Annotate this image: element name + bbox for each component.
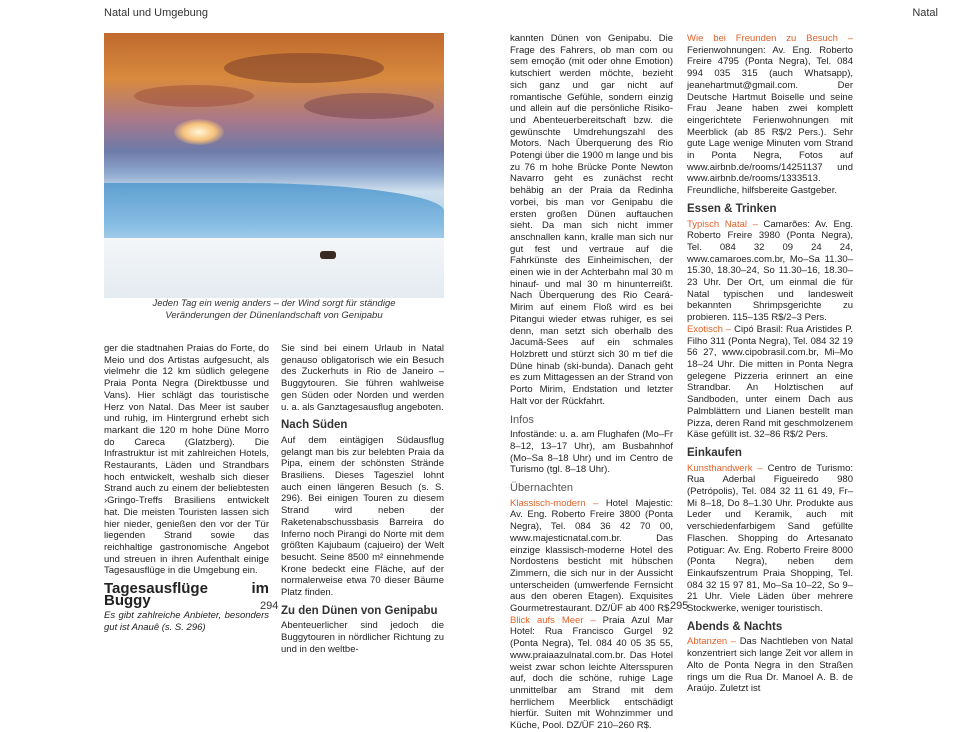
entry-category: Kunsthandwerk – (687, 462, 763, 474)
left-page (0, 0, 480, 655)
body-paragraph: Auf dem eintägigen Südausflug gelangt man bis zur belebten Praia da Pipa, einem der schönsten Strände Brasiliens. Dieses Tagesziel lohnt auch einen längeren Besuch (s. S. 296). Bei einigen Touren zu diesem Strand wird neben der Raketenabschussbasis Barreira do Inferno noch Pirangi do Norte mit dem größten Kajubaum (cajueiro) der Welt besucht. Seine 8500 m² einnehmende Krone bedeckt eine Fläche, auf der normalerweise etwa 70 dieser Bäume Platz finden. (281, 434, 444, 599)
cloud-shape (134, 85, 254, 107)
entry-text: Praia Azul Mar Hotel: Rua Francisco Gurgel 92 (Ponta Negra), Tel. 084 40 05 35 55, www.praiaazulnatal.com.br. Das Hotel weist zwar schon leichte Altersspuren auf, doch die schöne, ruhige Lage unmittelbar am Strand mit dem herrlichem Meerblick entschädigt hierfür. Suiten mit Wohnzimmer und Küche, Pool. DZ/ÜF 210–260 R$. (510, 614, 673, 732)
photo-caption (104, 298, 444, 322)
right-page (480, 0, 960, 732)
section-heading-food: Essen & Trinken (687, 202, 777, 215)
buggy-silhouette (320, 251, 336, 259)
entry-category: Abtanzen – (687, 636, 737, 648)
shop-entry (687, 463, 853, 615)
cloud-shape (224, 53, 384, 83)
sun-glow (174, 119, 224, 145)
entry-category: Exotisch – (687, 323, 732, 335)
body-paragraph: Abenteuerlicher sind jedoch die Buggytouren in nördlicher Richtung zu und in den weltbe- (281, 620, 444, 655)
running-head-left: Natal und Umgebung (104, 7, 208, 19)
entry-category: Wie bei Freunden zu Besuch – (687, 33, 853, 44)
body-paragraph: ger die stadtnahen Praias do Forte, do Meio und dos Artistas aufgesucht, als vielmehr die 12 km südlich gelegene Praia Ponta Negra (Direktbusse und Vans). Hier schlägt das touristische Herz von Natal. Das Meer ist sauber und ruhig, im Hintergrund erhebt sich markant die 120 m hohe Düne Morro do Careca (Glatzberg). Die Infrastruktur ist mit zahlreichen Hotels, Restaurants, Läden und Strandbars hoch entwickelt, weshalb sich dieser Strand auch zu einem der beliebtesten ›Gringo-Treffs Brasiliens entwickelt hat. Die meisten Touristen lassen sich hier nieder, genießen den vor der Tür liegenden Strand sowie das reichhaltige gastronomische Angebot und streuen in ihren Aufenthalt einige Tagesausflüge in die Umgebung ein. (104, 343, 269, 577)
text-column-2 (281, 343, 444, 656)
body-paragraph: kannten Dünen von Genipabu. Die Frage des Fahrers, ob man com ou sem emoção (mit oder ohne Emotion) kutschiert werden möchte, bezieht sich ganz und gar nicht auf romantische Gefühle, sondern einzig und allein auf die persönliche Risiko- und Abenteuerbereitschaft bzw. die gewünschte Umdrehungszahl des Motors. Nach Überquerung des Rio Potengi über die 1900 m lange und bis zu 76 m hohe Brücke Ponte Newton Navarro geht es zunächst recht behäbig an der Praia da Redinha vorbei, bis man vor Genipabu die ersten großen Dünen auftauchen sieht. Da man sich nicht immer anschnallen kann, kralle man sich nur gut fest und vertraue auf die Fahrkünste des Einheimischen, der einen wie in der Achterbahn mal 30 m hinauf- und mal 30 m hinunterreißt. Nach Überquerung des Rio Ceará-Mirim auf einem Floß wird es bei Pitangui wieder etwas ruhiger, es sei denn, man setzt sich oberhalb des Jacumã-Sees auf ein schmales Holzbrett und stürzt sich 30 m tief die Düne hinab (ski-bunda). Danach geht es zum Mittagessen an der Strand von Porto Mirim, Endstation und letzter Halt vor der Rückfahrt. (510, 33, 673, 407)
food-entry (687, 219, 853, 324)
text-column-3 (510, 33, 673, 732)
page-number-right: 295 (670, 600, 689, 612)
dune-lagoon-photo (104, 33, 444, 289)
entry-category: Typisch Natal – (687, 218, 758, 230)
stay-entry (510, 498, 673, 615)
operator-note: Es gibt zahlreiche Anbieter, besonders gut ist Anauê (s. S. 296) (104, 610, 269, 634)
caption-line-1: Jeden Tag ein wenig anders – der Wind sorgt für ständige (152, 298, 396, 309)
body-paragraph: Sie sind bei einem Urlaub in Natal genauso obligatorisch wie ein Besuch des Zuckerhuts in Rio de Janeiro – Buggytouren. Sie führen wahlweise gen Süden oder Norden und werden u. a. als Ganztagesausflug angeboten. (281, 343, 444, 413)
caption-line-2: Veränderungen der Dünenlandschaft von Genipabu (165, 310, 383, 321)
entry-text: Camarões: Av. Eng. Roberto Freire 3980 (Ponta Negra), Tel. 084 32 09 24 24, www.camaroes.com.br, Mo–Sa 11.30–15.30, 18.30–24, So 11.30–16, 18.30–23 Uhr. Der Ort, um einmal die für Natal typischen und landesweit bekannten Shrimpsgerichte zu probieren. 115–135 R$/2–3 Pers. (687, 218, 854, 324)
section-heading-buggy: Tagesausflüge im Buggy (104, 580, 269, 609)
stay-entry (687, 33, 853, 197)
entry-category: Klassisch-modern – (510, 497, 599, 509)
subheading-dunes: Zu den Dünen von Genipabu (281, 604, 438, 617)
text-column-4 (687, 33, 853, 695)
food-entry (687, 324, 853, 441)
entry-text: Das Nachtleben von Natal konzentriert sich lange Zeit vor allem in Alto de Ponta Negra in den Straßen rings um die Rua Dr. Manoel A. B. de Araújo. Zuletzt ist (687, 636, 853, 695)
page-number-left: 294 (260, 600, 279, 612)
section-heading-night: Abends & Nachts (687, 620, 783, 633)
section-heading-shop: Einkaufen (687, 446, 742, 459)
subheading-south: Nach Süden (281, 419, 348, 432)
stay-entry (510, 615, 673, 732)
cloud-shape (304, 93, 434, 119)
running-head-right: Natal (912, 7, 938, 19)
entry-text: Hotel Majestic: Av. Eng. Roberto Freire 3800 (Ponta Negra), Tel. 084 36 42 70 00, www.majesticnatal.com.br. Das einzige klassisch-moderne Hotel des Nordostens besticht mit hübschen Zimmern, die sich nur in der Aussicht unterscheiden (umwerfende Fernsicht aus den oberen Etagen). Exquisites Gourmetrestaurant. DZ/ÜF ab 400 R$. (510, 497, 673, 615)
entry-text: Cipó Brasil: Rua Aristides P. Filho 311 (Ponta Negra), Tel. 084 32 19 56 27, www.cipobrasil.com.br, Mi–Mo 18–24 Uhr. Die mitten in Ponta Negra gelegene Pizzeria erinnert an eine Strandbar. An Holztischen auf Sandboden, unter einem Dach aus Palmblättern und Lianen bestellt man Pizza, deren Rand mit geschmolzenem Käse gefüllt ist. 32–86 R$/2 Pers. (687, 323, 853, 441)
night-entry (687, 636, 853, 695)
section-heading-infos: Infos (510, 413, 534, 426)
entry-category: Blick aufs Meer – (510, 614, 596, 626)
infos-entry: Infostände: u. a. am Flughafen (Mo–Fr 8–12, 13–17 Uhr), am Busbahnhof (Mo–Sa 8–18 Uhr) und im Centro de Turismo (tgl. 8–18 Uhr). (510, 429, 673, 476)
text-column-1 (104, 343, 269, 634)
dune-shape (104, 238, 444, 298)
entry-text: Centro de Turismo: Rua Aderbal Figueiredo 980 (Petrópolis), Tel. 084 32 11 61 49, Fr–Mi 8–18, Do 8–1.30 Uhr. Produkte aus Leder und Keramik, auch mit verschiedenfarbigem Sand gefüllte Flaschen. Shopping do Artesanato Potiguar: Av. Eng. Roberto Freire 8000 (Ponta Negra), neben dem Einkaufszentrum Praia Shopping, Tel. 084 32 15 97 81, Mo–Sa 10–22, So 9–21 Uhr. Viele Läden über mehrere Stockwerke, weniger touristisch. (687, 462, 853, 615)
entry-text: Ferienwohnungen: Av. Eng. Roberto Freire 4795 (Ponta Negra), Tel. 084 994 035 315 (auch Whatsapp), jeanehartmut@gmail.com. Der Deutsche Hartmut Boiselle und seine Frau Jeane haben zwei komplett eingerichtete Ferienwohnungen mit Meerblick (ab 85 R$/2 Pers.). Sehr gute Lage wenige Minuten vom Strand in Ponta Negra, Fotos auf www.airbnb.de/rooms/14251137 und www.airbnb.de/rooms/1333513. Freundliche, hilfsbereite Gastgeber. (687, 44, 853, 197)
section-heading-stay: Übernachten (510, 482, 573, 495)
